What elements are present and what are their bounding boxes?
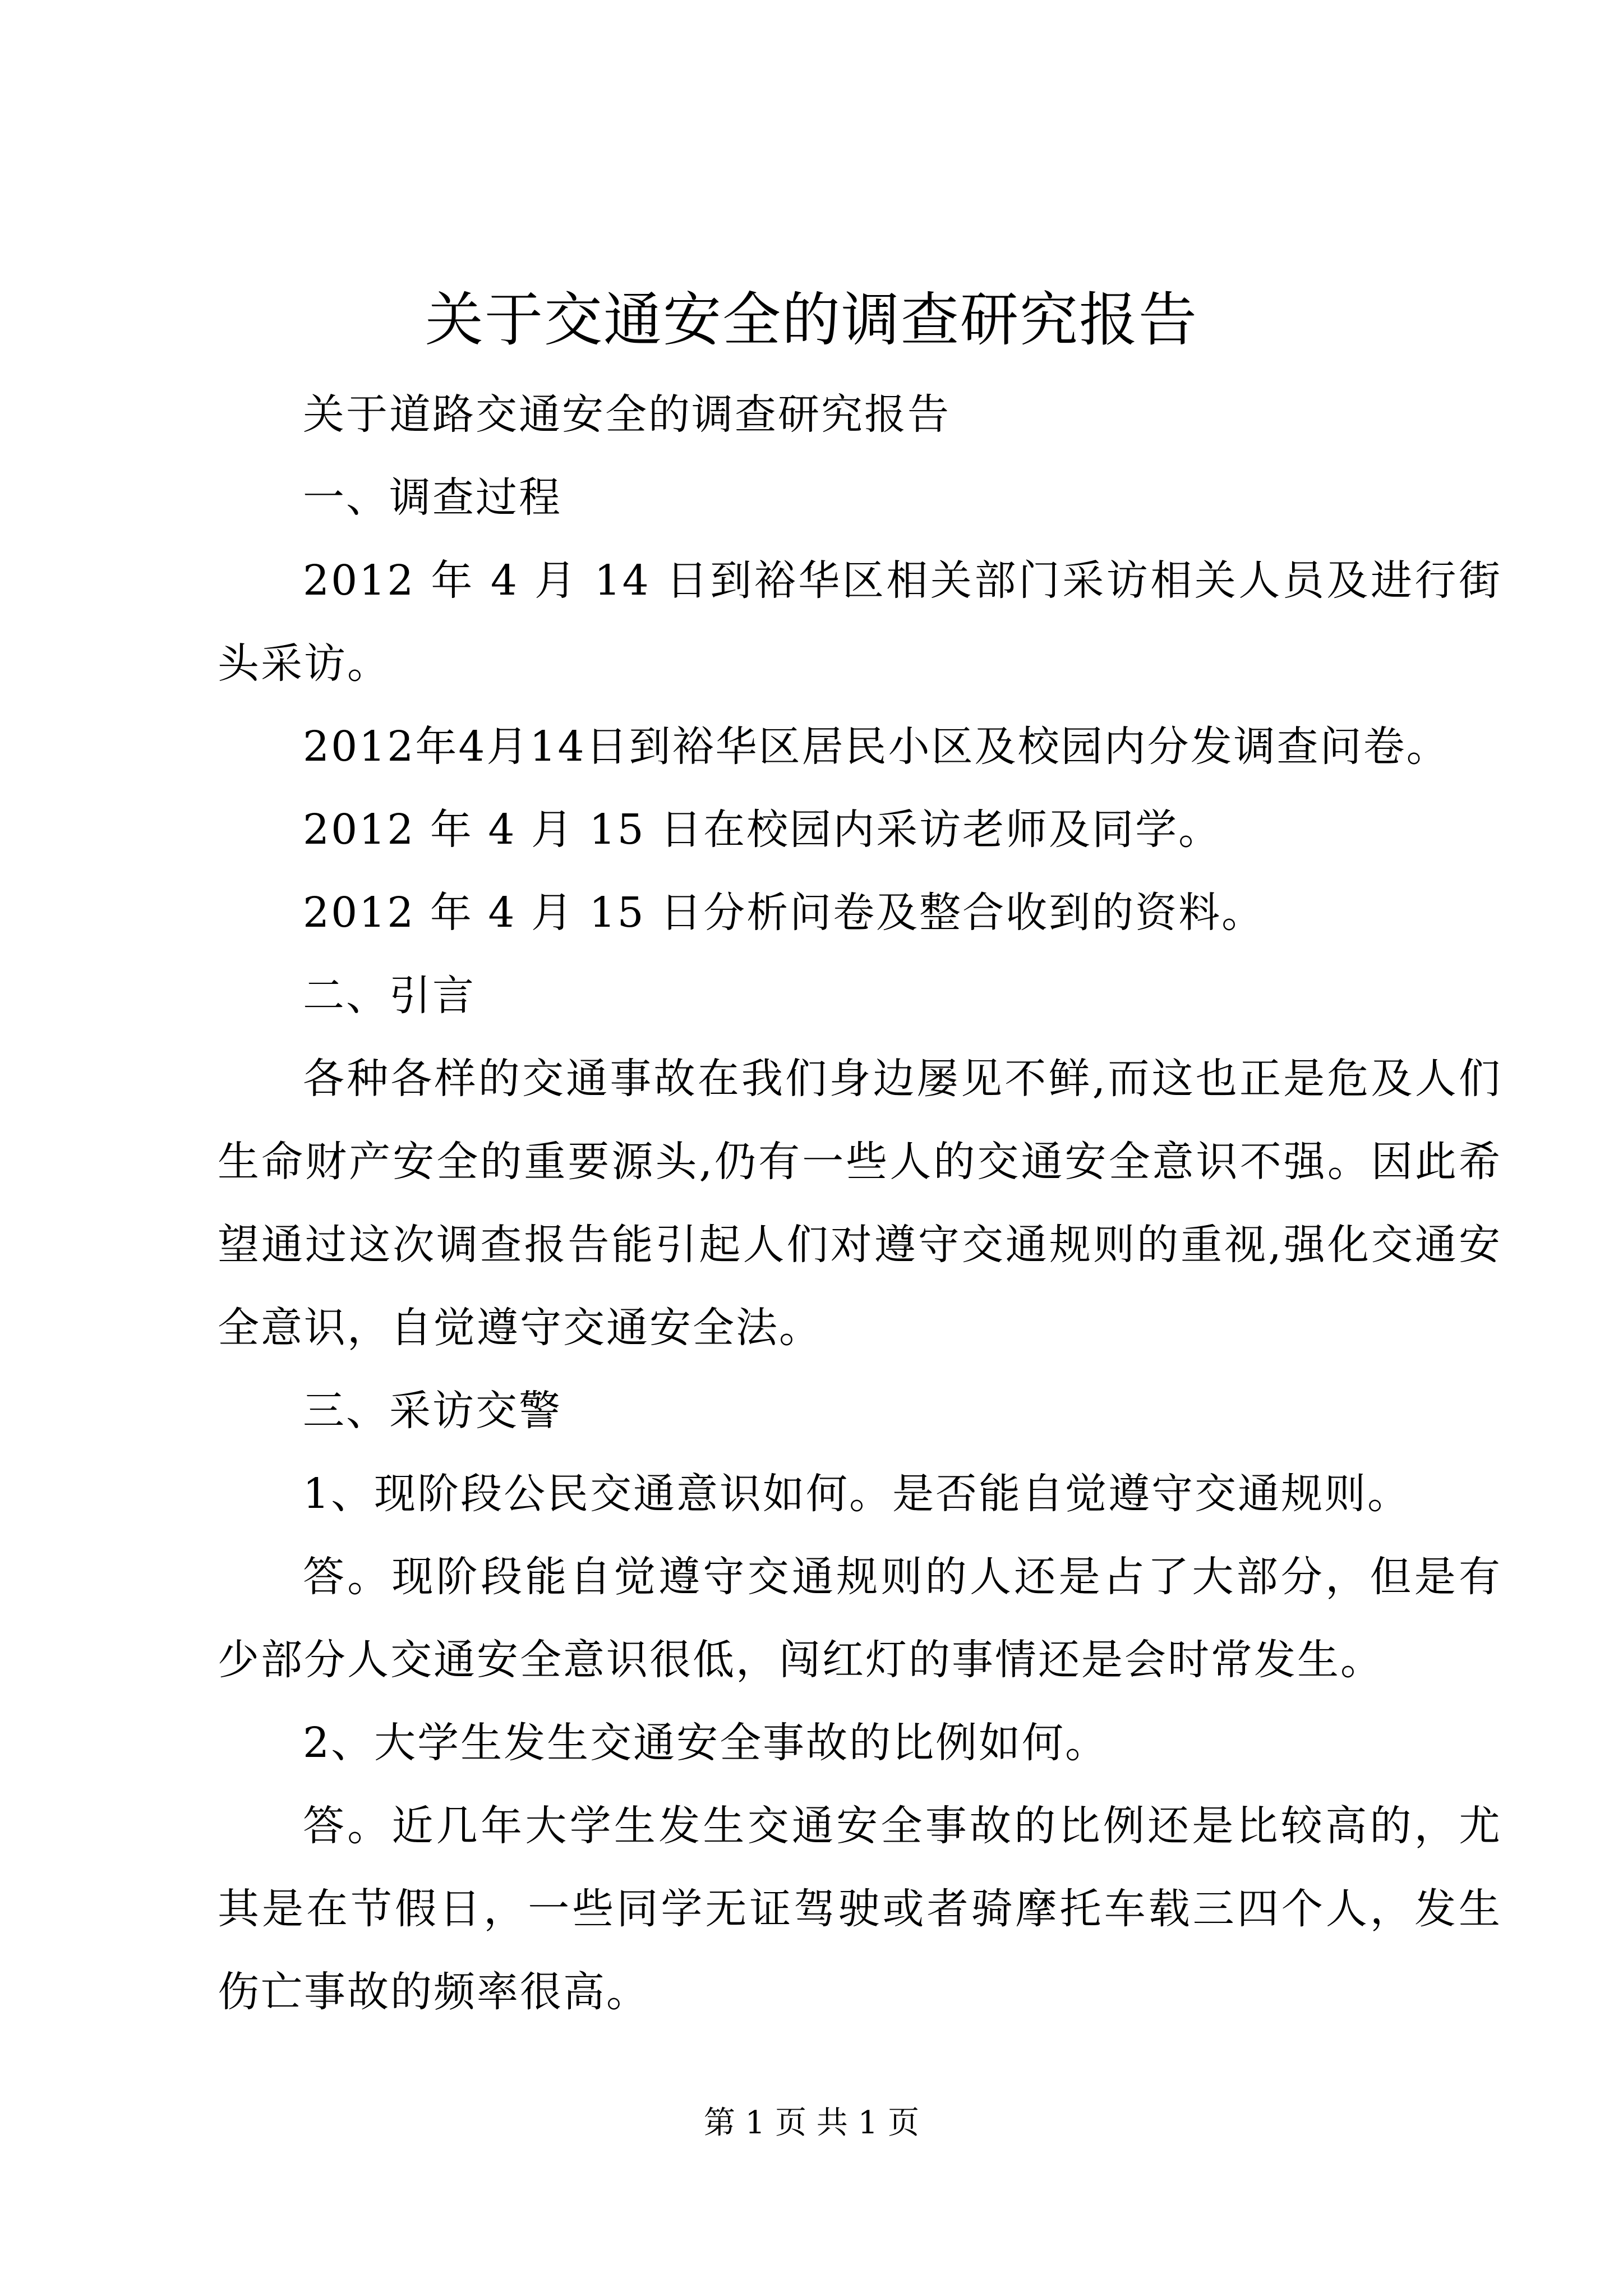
question-paragraph: 2、大学生发生交通安全事故的比例如何。 xyxy=(303,1719,1109,1767)
question-paragraph: 1、现阶段公民交通意识如何。是否能自觉遵守交通规则。 xyxy=(303,1470,1411,1518)
page-number-footer: 第 1 页 共 1 页 xyxy=(703,2105,920,2141)
section-heading-survey-process: 一、调查过程 xyxy=(303,473,562,522)
subtitle-paragraph: 关于道路交通安全的调查研究报告 xyxy=(303,390,951,439)
body-paragraph: 2012 年 4 月 15 日分析问卷及整合收到的资料。 xyxy=(303,889,1265,937)
section-heading-interview: 三、采访交警 xyxy=(303,1387,562,1435)
body-paragraph: 各种各样的交通事故在我们身边屡见不鲜,而这也正是危及人们生命财产安全的重要源头,仍有一些人的交通安全意识不强。因此希望通过这次调查报告能引起人们对遵守交通规则的重视,强化交通安全意识，自觉遵守交通安全法。 xyxy=(218,1055,1502,1352)
answer-paragraph: 答。现阶段能自觉遵守交通规则的人还是占了大部分，但是有少部分人交通安全意识很低，闯红灯的事情还是会时常发生。 xyxy=(218,1553,1502,1684)
answer-paragraph: 答。近几年大学生发生交通安全事故的比例还是比较高的，尤其是在节假日，一些同学无证驾驶或者骑摩托车载三四个人，发生伤亡事故的频率很高。 xyxy=(218,1802,1502,2016)
body-paragraph: 2012 年 4 月 14 日到裕华区相关部门采访相关人员及进行街头采访。 xyxy=(218,556,1502,688)
section-heading-introduction: 二、引言 xyxy=(303,972,476,1020)
document-body xyxy=(218,373,1502,2033)
body-paragraph: 2012年4月14日到裕华区居民小区及校园内分发调查问卷。 xyxy=(303,723,1450,771)
body-paragraph: 2012 年 4 月 15 日在校园内采访老师及同学。 xyxy=(303,806,1222,854)
document-title: 关于交通安全的调查研究报告 xyxy=(425,286,1198,354)
